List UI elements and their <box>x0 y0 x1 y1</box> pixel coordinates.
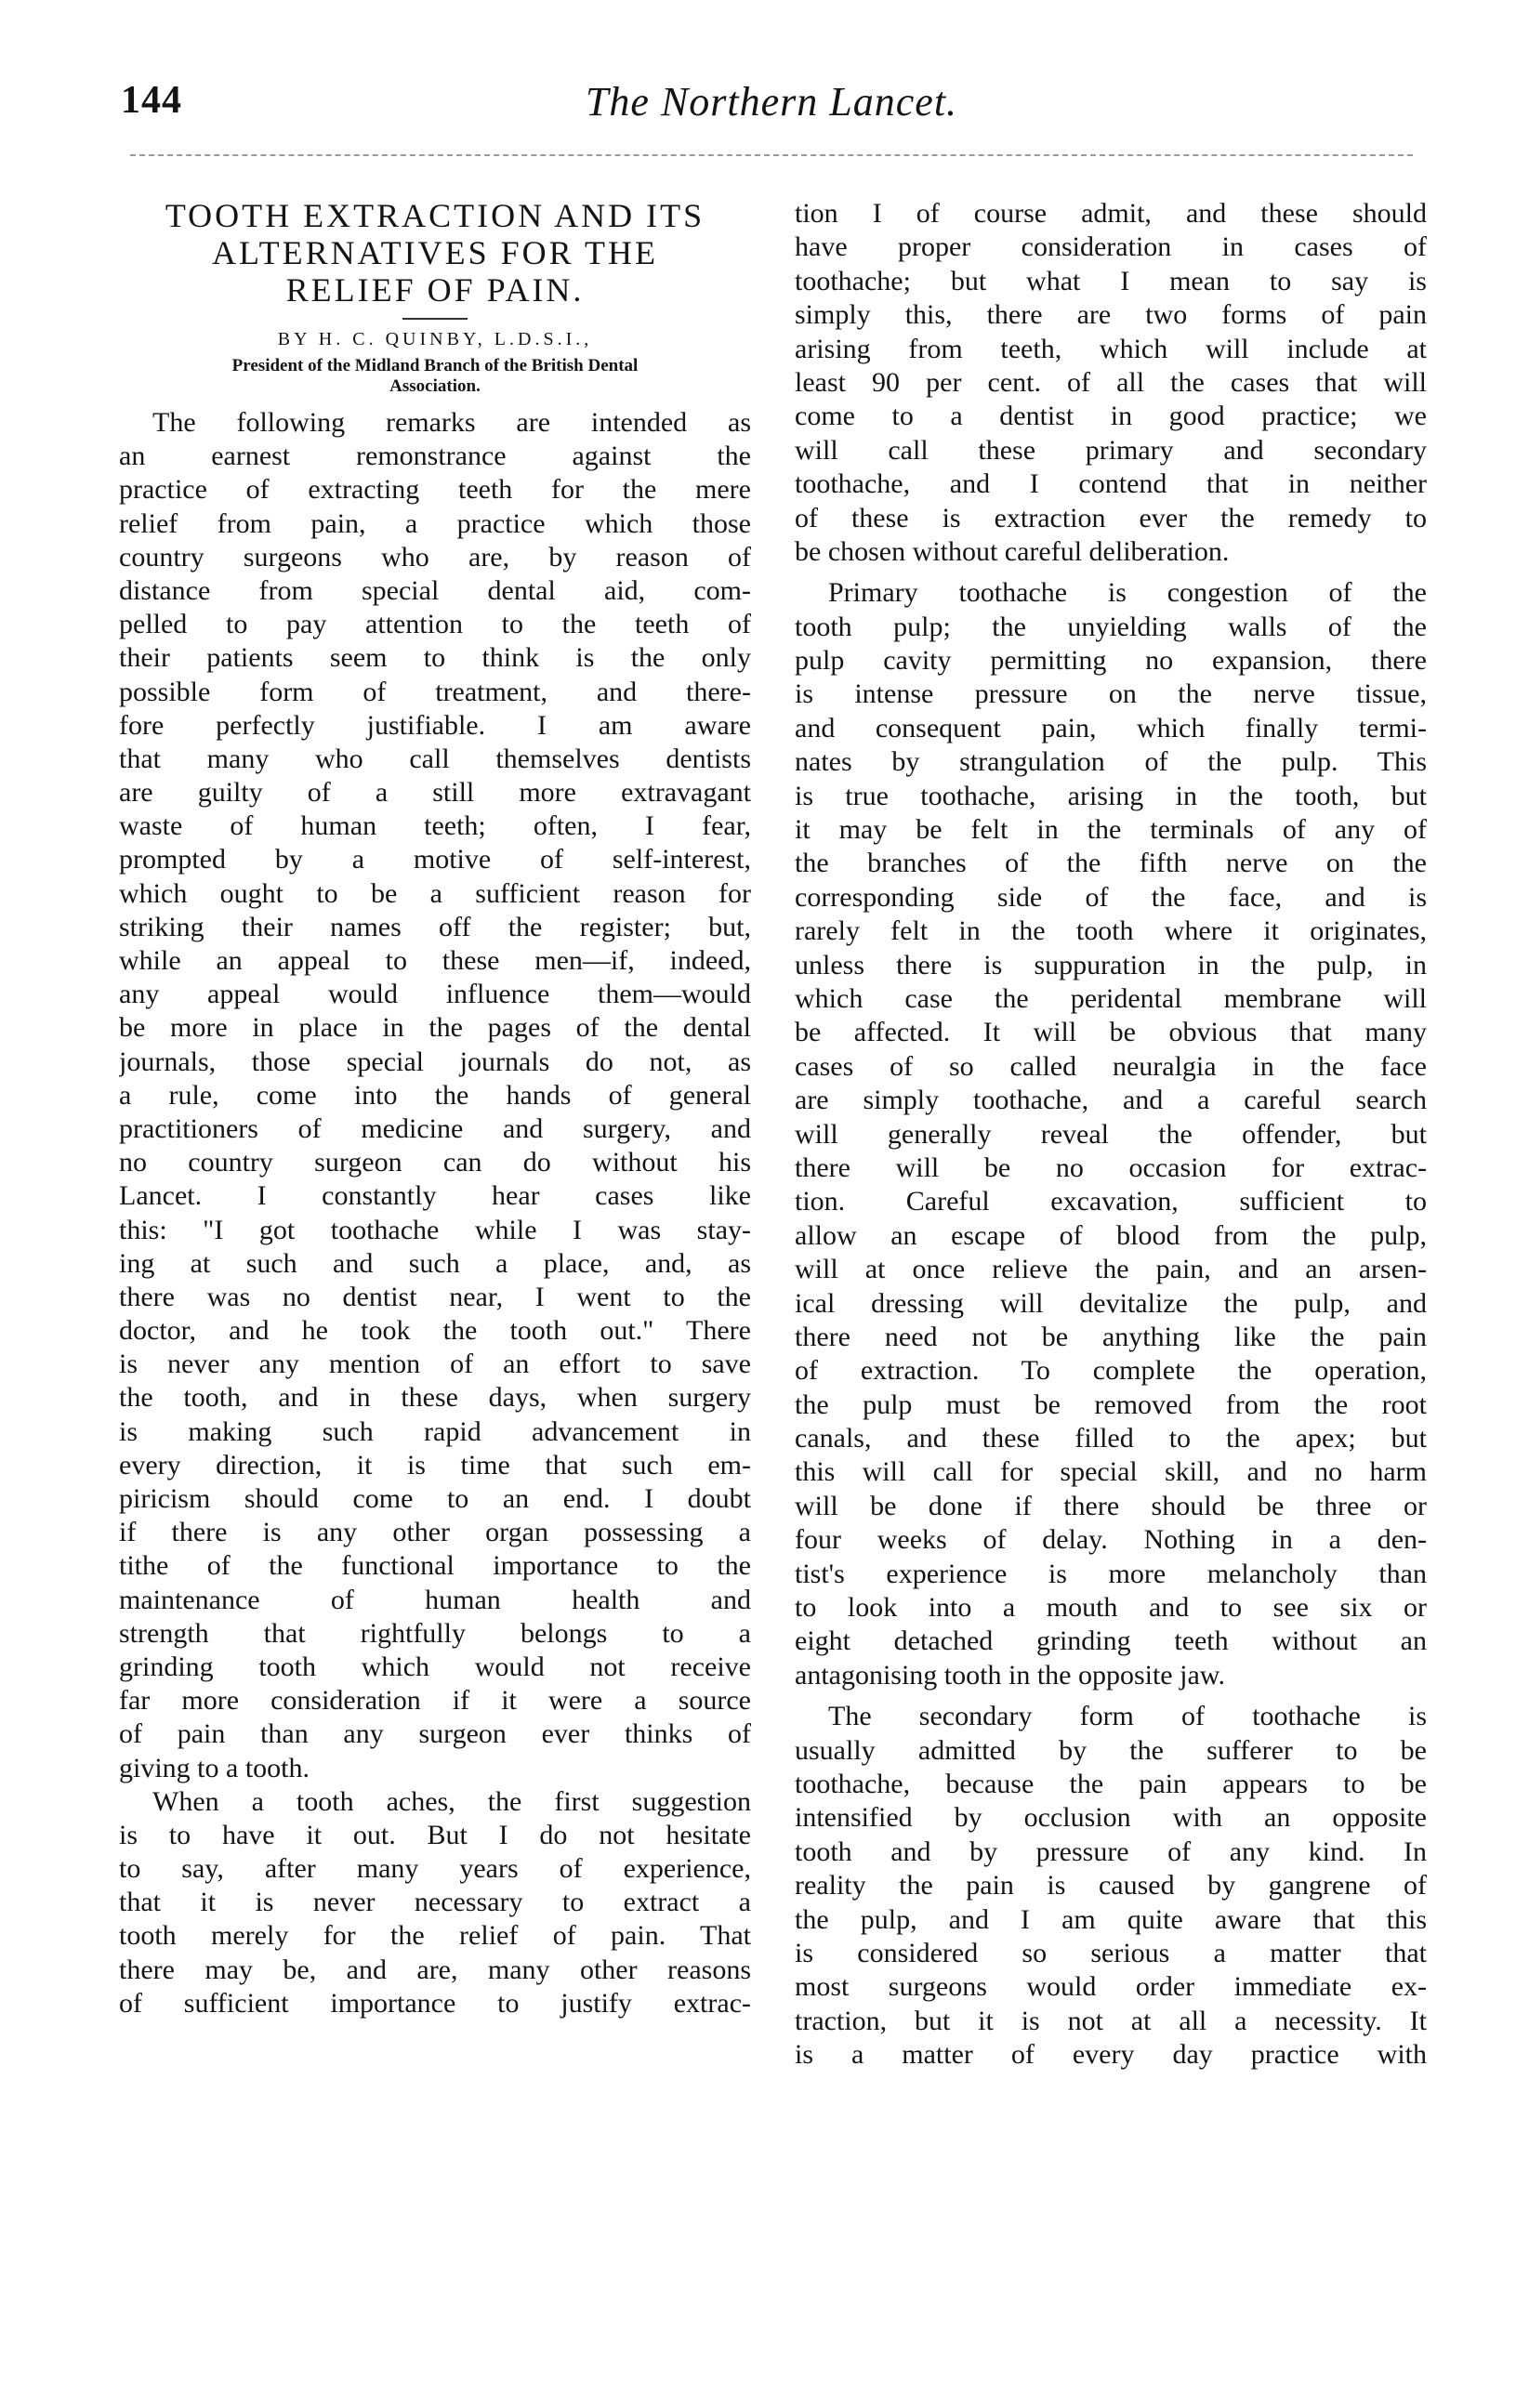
text-line: come to a dentist in good practice; we <box>795 401 1427 432</box>
author-byline: BY H. C. QUINBY, L.D.S.I., <box>277 329 593 349</box>
text-line: strength that rightfully belongs to a <box>119 1617 751 1649</box>
text-line: pelled to pay attention to the teeth of <box>119 609 751 640</box>
text-line: prompted by a motive of self-interest, <box>119 844 751 875</box>
text-line: the branches of the fifth nerve on the <box>795 848 1427 879</box>
text-line: will be done if there should be three or <box>795 1490 1427 1521</box>
text-line: will generally reveal the offender, but <box>795 1118 1427 1150</box>
text-line: is making such rapid advancement in <box>119 1415 751 1447</box>
text-line: the pulp, and I am quite aware that this <box>795 1903 1427 1935</box>
text-line: there will be no occasion for extrac- <box>795 1151 1427 1183</box>
article-title <box>119 197 751 309</box>
text-line: intensified by occlusion with an opposite <box>795 1802 1427 1834</box>
text-line: of extraction. To complete the operation, <box>795 1355 1427 1387</box>
text-line: The secondary form of toothache is <box>828 1701 1427 1732</box>
text-line: will at once relieve the pain, and an arsen- <box>795 1254 1427 1285</box>
text-line: there was no dentist near, I went to the <box>119 1281 751 1312</box>
text-line: traction, but it is not at all a necessity. It <box>795 2005 1427 2036</box>
text-line: is intense pressure on the nerve tissue, <box>795 678 1427 710</box>
text-line: When a tooth aches, the first suggestion <box>152 1785 751 1817</box>
text-line: doctor, and he took the tooth out." There <box>119 1315 751 1347</box>
text-line: no country surgeon can do without his <box>119 1147 751 1178</box>
text-line: their patients seem to think is the only <box>119 642 751 674</box>
text-line: simply this, there are two forms of pain <box>795 299 1427 331</box>
text-line: Primary toothache is congestion of the <box>828 577 1427 609</box>
title-line: RELIEF OF PAIN. <box>285 271 585 309</box>
text-line: while an appeal to these men—if, indeed, <box>119 945 751 976</box>
text-line: tist's experience is more melancholy than <box>795 1558 1427 1589</box>
running-head <box>121 78 1422 134</box>
text-line: of pain than any surgeon ever thinks of <box>119 1718 751 1750</box>
text-line: which ought to be a sufficient reason for <box>119 877 751 909</box>
text-line: an earnest remonstrance against the <box>119 441 751 472</box>
text-line: least 90 per cent. of all the cases that will <box>795 366 1427 398</box>
text-line: of sufficient importance to justify extrac- <box>119 1987 751 2019</box>
text-line: toothache, because the pain appears to be <box>795 1768 1427 1799</box>
text-line: reality the pain is caused by gangrene of <box>795 1870 1427 1901</box>
affiliation-line: Association. <box>389 376 481 396</box>
text-line: and consequent pain, which finally termi- <box>795 712 1427 743</box>
text-line: are simply toothache, and a careful search <box>795 1085 1427 1116</box>
text-line: this will call for special skill, and no harm <box>795 1456 1427 1488</box>
text-line: to say, after many years of experience, <box>119 1853 751 1885</box>
text-line: of these is extraction ever the remedy to <box>795 502 1427 533</box>
page-number: 144 <box>121 79 182 122</box>
text-line: practice of extracting teeth for the mere <box>119 474 751 506</box>
text-line: that it is never necessary to extract a <box>119 1887 751 1918</box>
text-line: ing at such and such a place, and, as <box>119 1247 751 1279</box>
title-line: ALTERNATIVES FOR THE <box>211 234 659 271</box>
text-line: eight detached grinding teeth without an <box>795 1625 1427 1657</box>
text-line: be more in place in the pages of the dental <box>119 1012 751 1044</box>
text-line: fore perfectly justifiable. I am aware <box>119 709 751 741</box>
text-line: are guilty of a still more extravagant <box>119 777 751 809</box>
text-line: antagonising tooth in the opposite jaw. <box>795 1659 1225 1691</box>
text-line: is considered so serious a matter that <box>795 1937 1427 1968</box>
text-line: tooth pulp; the unyielding walls of the <box>795 611 1427 642</box>
text-line: rarely felt in the tooth where it originates, <box>795 915 1427 947</box>
title-line: TOOTH EXTRACTION AND ITS <box>165 197 705 234</box>
title-divider <box>402 318 468 320</box>
text-line: toothache; but what I mean to say is <box>795 265 1427 296</box>
text-line: that many who call themselves dentists <box>119 743 751 774</box>
text-line: tion. Careful excavation, sufficient to <box>795 1186 1427 1217</box>
text-line: journals, those special journals do not, as <box>119 1046 751 1077</box>
text-line: pulp cavity permitting no expansion, there <box>795 645 1427 677</box>
text-line: country surgeons who are, by reason of <box>119 541 751 572</box>
author-affiliation <box>119 356 751 397</box>
text-line: practitioners of medicine and surgery, and <box>119 1112 751 1144</box>
affiliation-line: President of the Midland Branch of the British Dental <box>231 356 639 375</box>
text-line: is never any mention of an effort to save <box>119 1349 751 1380</box>
text-line: is true toothache, arising in the tooth, but <box>795 780 1427 811</box>
text-line: possible form of treatment, and there- <box>119 676 751 707</box>
text-line: Lancet. I constantly hear cases like <box>119 1180 751 1212</box>
text-line: most surgeons would order immediate ex- <box>795 1971 1427 2003</box>
text-line: grinding tooth which would not receive <box>119 1651 751 1682</box>
text-line: relief from pain, a practice which those <box>119 507 751 539</box>
header-rule <box>130 154 1413 156</box>
text-line: The following remarks are intended as <box>152 407 751 438</box>
text-line: have proper consideration in cases of <box>795 231 1427 263</box>
text-line: tooth and by pressure of any kind. In <box>795 1836 1427 1867</box>
text-line: a rule, come into the hands of general <box>119 1079 751 1111</box>
text-line: usually admitted by the sufferer to be <box>795 1734 1427 1766</box>
text-line: it may be felt in the terminals of any of <box>795 814 1427 846</box>
paragraph-gap <box>795 569 1427 576</box>
text-line: tion I of course admit, and these should <box>795 198 1427 229</box>
text-line: there may be, and are, many other reasons <box>119 1954 751 1985</box>
text-line: which case the peridental membrane will <box>795 982 1427 1014</box>
text-line: striking their names off the register; but, <box>119 911 751 942</box>
text-line: tithe of the functional importance to the <box>119 1550 751 1582</box>
text-line: the pulp must be removed from the root <box>795 1388 1427 1420</box>
text-line: cases of so called neuralgia in the face <box>795 1050 1427 1082</box>
text-line: waste of human teeth; often, I fear, <box>119 810 751 842</box>
text-line: allow an escape of blood from the pulp, <box>795 1219 1427 1251</box>
text-line: unless there is suppuration in the pulp, in <box>795 949 1427 980</box>
paragraph-gap <box>795 1692 1427 1700</box>
text-line: nates by strangulation of the pulp. This <box>795 746 1427 778</box>
text-line: be affected. It will be obvious that many <box>795 1017 1427 1048</box>
text-line: be chosen without careful deliberation. <box>795 535 1230 567</box>
left-column <box>119 197 751 2020</box>
text-line: will call these primary and secondary <box>795 434 1427 466</box>
text-line: toothache, and I contend that in neither <box>795 468 1427 500</box>
text-line: if there is any other organ possessing a <box>119 1517 751 1548</box>
text-line: ical dressing will devitalize the pulp, and <box>795 1287 1427 1319</box>
text-line: any appeal would influence them—would <box>119 979 751 1010</box>
text-line: far more consideration if it were a source <box>119 1685 751 1717</box>
text-line: piricism should come to an end. I doubt <box>119 1483 751 1514</box>
text-line: is a matter of every day practice with <box>795 2039 1427 2071</box>
text-line: giving to a tooth. <box>119 1752 310 1783</box>
text-line: this: "I got toothache while I was stay- <box>119 1214 751 1245</box>
text-line: tooth merely for the relief of pain. That <box>119 1920 751 1952</box>
text-line: distance from special dental aid, com- <box>119 574 751 606</box>
text-line: the tooth, and in these days, when surgery <box>119 1382 751 1414</box>
text-line: arising from teeth, which will include at <box>795 333 1427 364</box>
text-line: to look into a mouth and to see six or <box>795 1592 1427 1624</box>
text-line: is to have it out. But I do not hesitate <box>119 1819 751 1850</box>
text-line: four weeks of delay. Nothing in a den- <box>795 1524 1427 1556</box>
text-line: there need not be anything like the pain <box>795 1321 1427 1352</box>
left-body-text <box>119 406 751 2020</box>
text-line: maintenance of human health and <box>119 1584 751 1615</box>
right-column <box>795 197 1427 2072</box>
journal-title: The Northern Lancet. <box>585 79 958 125</box>
text-line: canals, and these filled to the apex; but <box>795 1423 1427 1454</box>
text-line: every direction, it is time that such em- <box>119 1449 751 1480</box>
text-line: corresponding side of the face, and is <box>795 881 1427 913</box>
